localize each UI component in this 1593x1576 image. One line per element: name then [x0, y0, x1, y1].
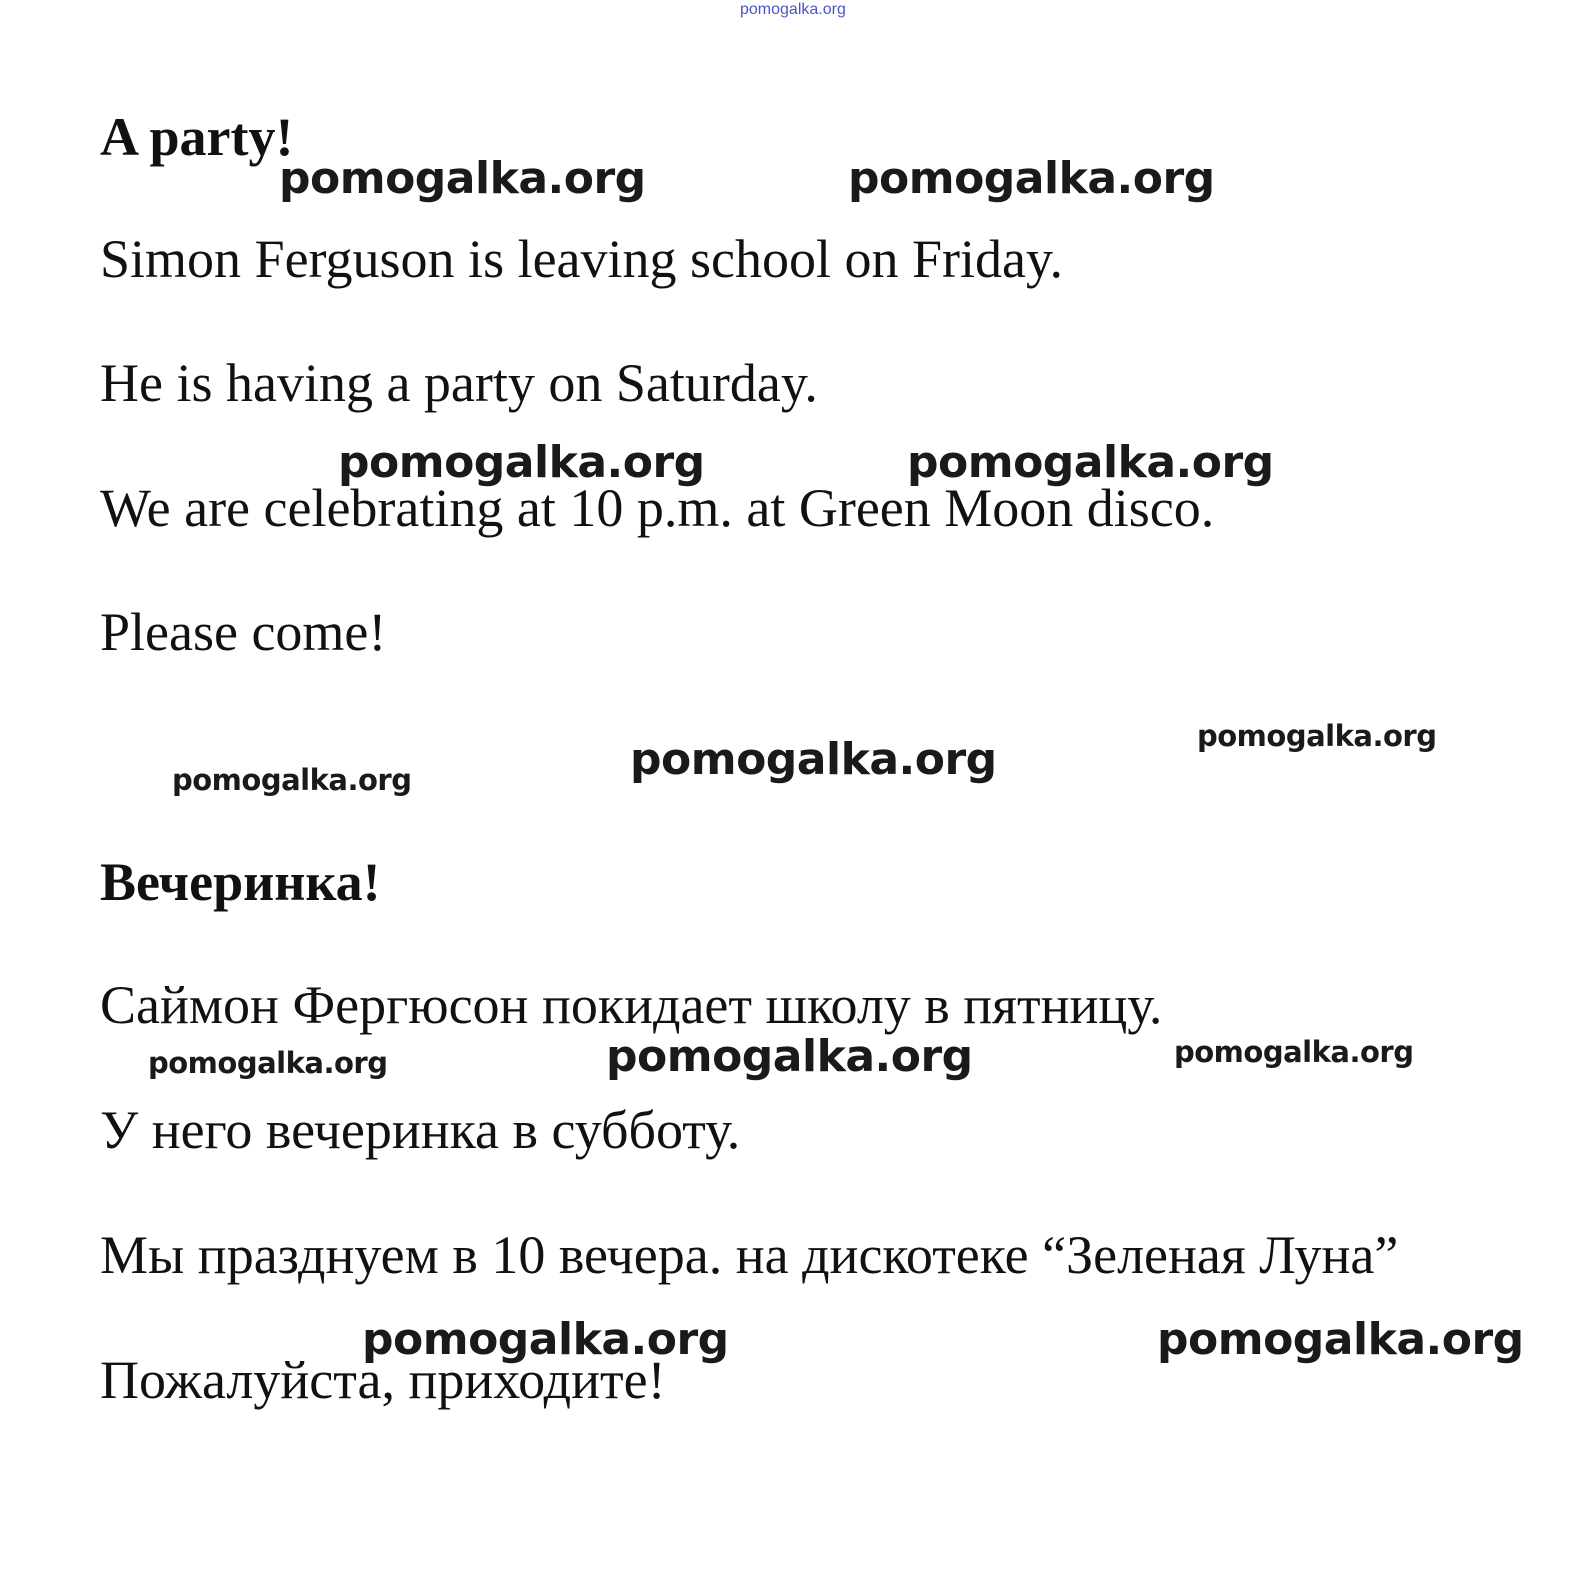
russian-line-4: Пожалуйста, приходите!: [100, 1350, 666, 1410]
english-line-4: Please come!: [100, 602, 387, 662]
watermark-4: pomogalka.org: [907, 437, 1274, 488]
watermark-9: pomogalka.org: [148, 1046, 388, 1080]
watermark-2: pomogalka.org: [848, 153, 1215, 204]
english-title: A party!: [100, 107, 294, 167]
watermark-10: pomogalka.org: [1174, 1035, 1414, 1069]
russian-line-1: Саймон Фергюсон покидает школу в пятницу.: [100, 975, 1163, 1035]
watermark-11: pomogalka.org: [362, 1314, 729, 1365]
watermark-12: pomogalka.org: [1157, 1314, 1524, 1365]
watermark-3: pomogalka.org: [338, 437, 705, 488]
russian-line-2: У него вечеринка в субботу.: [100, 1100, 741, 1160]
watermark-1: pomogalka.org: [279, 153, 646, 204]
watermark-top: pomogalka.org: [740, 1, 846, 18]
russian-title: Вечеринка!: [100, 852, 381, 912]
english-line-1: Simon Ferguson is leaving school on Friday.: [100, 229, 1063, 289]
watermark-5: pomogalka.org: [630, 734, 997, 785]
watermark-7: pomogalka.org: [172, 763, 412, 797]
watermark-6: pomogalka.org: [1197, 719, 1437, 753]
russian-line-3: Мы празднуем в 10 вечера. на дискотеке “Зеленая Луна”: [100, 1225, 1399, 1285]
watermark-8: pomogalka.org: [606, 1031, 973, 1082]
english-line-2: He is having a party on Saturday.: [100, 353, 818, 413]
english-line-3: We are celebrating at 10 p.m. at Green Moon disco.: [100, 478, 1215, 538]
